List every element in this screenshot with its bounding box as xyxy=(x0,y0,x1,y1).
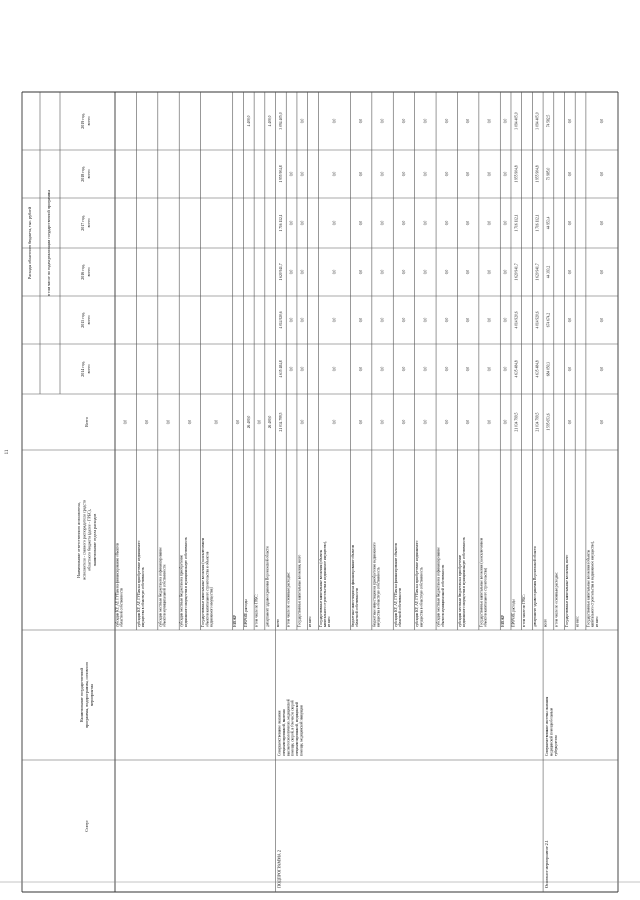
row-responsible-text: Государственные капитальные вложения (объекты xyxy=(318,549,323,627)
row-year-value: 4 400,0 xyxy=(246,115,251,127)
row-program: специализированной, включая xyxy=(281,709,286,756)
row-responsible-text: всего xyxy=(543,618,548,627)
row-responsible-text: НИОКР xyxy=(233,614,238,627)
row-year-value: 1 955 904,8 xyxy=(278,165,283,183)
row-total-value: 21 034 799,5 xyxy=(278,412,283,432)
row-year-value: 0,0 xyxy=(487,269,492,275)
row-year-value: 0,0 xyxy=(466,317,471,323)
row-responsible-text: Государственные капитальные вложения, всего xyxy=(564,554,569,627)
row-program: медицинской помощи больным xyxy=(549,707,554,756)
row-responsible-text: Государственные капитальные вложения (за исключением xyxy=(201,537,206,627)
row-program: высокотехнологичную, медицинской xyxy=(286,699,291,756)
row-program: туберкулезом xyxy=(553,735,558,756)
header-year-2015: всего xyxy=(86,315,91,325)
row-year-value: 0,0 xyxy=(332,317,337,323)
header-total: Всего xyxy=(84,417,89,427)
row-year-value: 0,0 xyxy=(359,366,364,372)
row-year-value: 0,0 xyxy=(503,171,508,177)
row-year-value: 0,0 xyxy=(289,317,294,323)
row-responsible-text: областной собственности xyxy=(397,587,402,627)
row-status: ПОДПРОГРАММА 2 xyxy=(276,850,282,888)
row-responsible-text: в том числе по ГРБС: xyxy=(522,594,527,627)
row-year-value: 0,0 xyxy=(289,171,294,177)
row-total-value: 26 400,0 xyxy=(246,415,251,429)
row-responsible-text: из них: xyxy=(575,616,580,627)
header-expenses-group: Расходы областного бюджета, тыс. рублей xyxy=(27,207,32,279)
row-total-value: 21 034 799,5 xyxy=(535,412,540,432)
row-responsible-text: субсидии КУ, АУ, ГУПам на приобретение недвижимого xyxy=(415,540,420,627)
row-responsible-text: из них: xyxy=(327,616,332,627)
row-year-value: 0,0 xyxy=(380,317,385,323)
header-year-2016: всего xyxy=(86,267,91,277)
row-year-value: 4 635 484,8 xyxy=(535,360,540,378)
header-year-2014: 2014 год, xyxy=(80,361,85,377)
row-responsible-text: недвижимого имущества в муниципальную собственность xyxy=(183,536,188,627)
row-total-value: 0,0 xyxy=(236,419,241,425)
row-total-value: 0,0 xyxy=(503,419,508,425)
row-responsible-text: департамент здравоохранения Воронежской области xyxy=(265,546,270,627)
row-year-value: 0,0 xyxy=(444,269,449,275)
row-status: Основное мероприятие 2.1 xyxy=(544,840,550,888)
row-responsible-text: имущества в областную собственность xyxy=(376,567,381,627)
row-responsible-text: имущества в областную собственность xyxy=(141,567,146,627)
row-responsible-text: в том числе по ГРБС: xyxy=(254,594,259,627)
row-total-value: 0,0 xyxy=(214,419,219,425)
row-responsible-text: областной собственности xyxy=(119,587,124,627)
row-year-value: 3 094 405,0 xyxy=(514,112,519,130)
row-year-value: 0,0 xyxy=(401,220,406,226)
row-year-value: 0,0 xyxy=(503,269,508,275)
row-responsible-text: недвижимого имущества в муниципальную собственность xyxy=(462,536,467,627)
row-year-value: 44 953,4 xyxy=(546,216,551,230)
row-responsible-text: в том числе по основным расходам: xyxy=(554,572,559,627)
row-total-value: 1 595 653,6 xyxy=(546,413,551,431)
row-responsible-text: объектов капитального строительства) xyxy=(483,567,488,627)
row-year-value: 0,0 xyxy=(466,118,471,124)
row-year-value: 0,0 xyxy=(423,171,428,177)
row-year-value: 0,0 xyxy=(599,269,604,275)
row-year-value: 0,0 xyxy=(359,220,364,226)
row-year-value: 0,0 xyxy=(289,269,294,275)
row-year-value: 0,0 xyxy=(401,317,406,323)
row-year-value: 0,0 xyxy=(359,317,364,323)
row-year-value: 0,0 xyxy=(503,118,508,124)
row-year-value: 3 094 405,0 xyxy=(278,112,283,130)
row-responsible-text: имущества в областную собственность xyxy=(419,567,424,627)
row-responsible-text: капитального строительства и недвижимое имущество), xyxy=(323,540,328,627)
row-year-value: 44 393,2 xyxy=(546,265,551,279)
row-year-value: 0,0 xyxy=(487,220,492,226)
row-year-value: 0,0 xyxy=(567,118,572,124)
row-year-value: 0,0 xyxy=(466,171,471,177)
row-responsible-text: субсидии местным бюджетам на софинансирование xyxy=(436,547,441,627)
row-year-value: 0,0 xyxy=(567,171,572,177)
row-responsible-text: бюджетные инвестиции на финансирование объектов xyxy=(350,544,355,627)
row-responsible-text: Государственные капитальные вложения, всего xyxy=(297,554,302,627)
row-responsible-text: объектов муниципальной собственности xyxy=(162,564,167,627)
header-responsible: областного бюджета (далее - ГРБС), xyxy=(86,509,92,571)
header-years-subgroup: в том числе по годам реализации государственной программы xyxy=(46,189,51,297)
row-total-value: 0,0 xyxy=(187,419,192,425)
row-year-value: 4 400,0 xyxy=(268,115,273,127)
row-total-value: 0,0 xyxy=(145,419,150,425)
row-year-value: 0,0 xyxy=(487,118,492,124)
row-program: специализированной, медицинской xyxy=(295,701,300,756)
row-year-value: 0,0 xyxy=(599,118,604,124)
row-year-value: 0,0 xyxy=(567,317,572,323)
row-year-value: 0,0 xyxy=(423,118,428,124)
row-year-value: 0,0 xyxy=(380,269,385,275)
row-year-value: 0,0 xyxy=(487,171,492,177)
row-year-value: 74 582,5 xyxy=(546,114,551,128)
row-year-value: 0,0 xyxy=(401,171,406,177)
row-year-value: 0,0 xyxy=(423,220,428,226)
header-year-2016: 2016 год, xyxy=(80,264,85,280)
row-year-value: 4 635 484,8 xyxy=(514,360,519,378)
row-year-value: 4 635 484,8 xyxy=(278,360,283,378)
header-year-2018: 2018 год, xyxy=(80,166,85,182)
row-year-value: 1 716 112,1 xyxy=(535,214,540,232)
row-total-value: 0,0 xyxy=(257,419,262,425)
row-total-value: 0,0 xyxy=(332,419,337,425)
row-program: помощи, скорой, в том числе скорой xyxy=(290,700,295,756)
table-grid xyxy=(22,92,618,892)
row-program: помощи, медицинской эвакуации xyxy=(299,705,304,756)
row-year-value: 0,0 xyxy=(380,118,385,124)
row-total-value: 0,0 xyxy=(599,419,604,425)
row-year-value: 0,0 xyxy=(466,220,471,226)
row-year-value: 0,0 xyxy=(444,171,449,177)
page-number: 11 xyxy=(5,449,10,455)
row-year-value: 1 620 941,7 xyxy=(514,263,519,281)
row-year-value: 0,0 xyxy=(289,366,294,372)
header-responsible: Наименование ответственного исполнителя, xyxy=(76,502,82,578)
row-year-value: 4 014 920,6 xyxy=(535,311,540,329)
row-responsible-text: ПРОЧИЕ расходы xyxy=(511,599,516,627)
row-year-value: 0,0 xyxy=(332,171,337,177)
row-year-value: 0,0 xyxy=(423,269,428,275)
header-responsible: наименование отдела расходов xyxy=(91,513,97,567)
row-year-value: 0,0 xyxy=(599,171,604,177)
row-year-value: 0,0 xyxy=(423,317,428,323)
row-year-value: 1 716 112,1 xyxy=(278,214,283,232)
row-year-value: 0,0 xyxy=(487,366,492,372)
row-total-value: 0,0 xyxy=(444,419,449,425)
row-year-value: 0,0 xyxy=(487,317,492,323)
header-program: мероприятия xyxy=(89,683,95,707)
row-year-value: 0,0 xyxy=(401,118,406,124)
row-program: Совершенствование оказания xyxy=(277,710,282,756)
row-responsible-text: ПРОЧИЕ расходы xyxy=(243,599,248,627)
row-responsible-text: капитального строительства и недвижимое имущество), xyxy=(590,540,595,627)
row-total-value: 0,0 xyxy=(123,419,128,425)
row-responsible-text: из них: xyxy=(308,616,313,627)
row-year-value: 0,0 xyxy=(289,220,294,226)
row-responsible-text: субсидии местным бюджетам на приобретение xyxy=(457,554,462,627)
row-year-value: 0,0 xyxy=(466,269,471,275)
row-year-value: 0,0 xyxy=(444,118,449,124)
row-year-value: 1 955 904,8 xyxy=(514,165,519,183)
row-year-value: 0,0 xyxy=(423,366,428,372)
row-year-value: 0,0 xyxy=(380,366,385,372)
header-program: программы, подпрограммы, основного xyxy=(84,661,89,729)
row-responsible-text: Государственные капитальные вложения (за исключением xyxy=(479,537,484,627)
row-year-value: 0,0 xyxy=(401,269,406,275)
row-total-value: 0,0 xyxy=(401,419,406,425)
row-total-value: 0,0 xyxy=(423,419,428,425)
row-responsible-text: объектов муниципальной собственности xyxy=(440,564,445,627)
header-responsible: исполнителя - главного распорядителя средств xyxy=(81,500,87,580)
row-year-value: 0,0 xyxy=(567,269,572,275)
row-year-value: 0,0 xyxy=(444,366,449,372)
row-year-value: 0,0 xyxy=(380,220,385,226)
row-total-value: 0,0 xyxy=(166,419,171,425)
row-year-value: 0,0 xyxy=(332,269,337,275)
row-year-value: 0,0 xyxy=(444,220,449,226)
row-year-value: 0,0 xyxy=(503,220,508,226)
row-year-value: 1 620 941,7 xyxy=(278,263,283,281)
row-responsible-text: недвижимого имущества) xyxy=(209,587,214,627)
header-year-2014: всего xyxy=(86,364,91,374)
row-year-value: 0,0 xyxy=(300,317,305,323)
row-year-value: 0,0 xyxy=(567,220,572,226)
row-responsible-text: в том числе по основным расходам: xyxy=(286,572,291,627)
row-year-value: 0,0 xyxy=(444,317,449,323)
header-year-2018: всего xyxy=(86,169,91,179)
header-year-2019: 2019 год, xyxy=(80,113,85,129)
row-responsible-text: из них: xyxy=(594,616,599,627)
row-year-value: 0,0 xyxy=(359,118,364,124)
row-responsible-text: НИОКР xyxy=(500,614,505,627)
row-responsible-text: бюджетные инвестиции на приобретение недвижимого xyxy=(372,542,377,627)
row-total-value: 0,0 xyxy=(380,419,385,425)
row-responsible-text: субсидии КУ, АУ, ГУПам на финансирование объектов xyxy=(393,543,398,627)
row-year-value: 0,0 xyxy=(466,366,471,372)
row-total-value: 0,0 xyxy=(487,419,492,425)
row-responsible-text: Государственные капитальные вложения (объекты xyxy=(586,549,591,627)
row-year-value: 1 955 904,8 xyxy=(535,165,540,183)
row-year-value: 4 014 920,6 xyxy=(278,311,283,329)
row-year-value: 0,0 xyxy=(599,366,604,372)
row-year-value: 0,0 xyxy=(401,366,406,372)
row-year-value: 674 674,2 xyxy=(546,312,551,328)
row-responsible-text: областной собственности xyxy=(355,587,360,627)
row-year-value: 0,0 xyxy=(300,171,305,177)
row-year-value: 1 716 112,1 xyxy=(514,214,519,232)
header-status: Статус xyxy=(84,820,89,832)
header-year-2017: всего xyxy=(86,218,91,228)
row-responsible-text: объектов капитального строительства и объектов xyxy=(205,551,210,627)
row-total-value: 0,0 xyxy=(466,419,471,425)
row-responsible-text: субсидии местным бюджетам на софинансирование xyxy=(158,547,163,627)
row-year-value: 0,0 xyxy=(332,118,337,124)
row-year-value: 0,0 xyxy=(359,269,364,275)
header-program: Наименование государственной xyxy=(78,667,84,723)
row-year-value: 0,0 xyxy=(380,171,385,177)
row-year-value: 1 620 941,7 xyxy=(535,263,540,281)
row-total-value: 26 400,0 xyxy=(268,415,273,429)
row-program: Совершенствование системы оказания xyxy=(545,696,550,756)
row-year-value: 0,0 xyxy=(300,366,305,372)
row-year-value: 0,0 xyxy=(503,317,508,323)
row-total-value: 21 034 799,5 xyxy=(514,412,519,432)
row-responsible-text: департамент здравоохранения Воронежской области xyxy=(532,546,537,627)
row-year-value: 4 014 920,6 xyxy=(514,311,519,329)
row-responsible-text: всего xyxy=(276,618,281,627)
row-total-value: 0,0 xyxy=(567,419,572,425)
row-year-value: 3 094 405,0 xyxy=(535,112,540,130)
header-year-2015: 2015 год, xyxy=(80,312,85,328)
row-total-value: 0,0 xyxy=(300,419,305,425)
row-year-value: 0,0 xyxy=(503,366,508,372)
row-year-value: 0,0 xyxy=(332,366,337,372)
row-year-value: 0,0 xyxy=(599,220,604,226)
row-year-value: 0,0 xyxy=(300,118,305,124)
row-responsible-text: субсидии КУ, АУ, ГУПам на финансирование объектов xyxy=(115,543,120,627)
row-year-value: 0,0 xyxy=(359,171,364,177)
row-year-value: 0,0 xyxy=(567,366,572,372)
row-responsible-text: субсидии КУ, АУ, ГУПам на приобретение недвижимого xyxy=(136,540,141,627)
header-year-2019: всего xyxy=(86,116,91,126)
row-year-value: 0,0 xyxy=(332,220,337,226)
row-year-value: 0,0 xyxy=(300,220,305,226)
row-year-value: 73 985,0 xyxy=(546,167,551,181)
table-text-layer xyxy=(27,112,605,888)
row-responsible-text: субсидии местным бюджетам на приобретение xyxy=(179,554,184,627)
row-year-value: 0,0 xyxy=(300,269,305,275)
row-year-value: 684 050,3 xyxy=(546,361,551,377)
header-year-2017: 2017 год, xyxy=(80,215,85,231)
row-year-value: 0,0 xyxy=(599,317,604,323)
row-total-value: 0,0 xyxy=(359,419,364,425)
